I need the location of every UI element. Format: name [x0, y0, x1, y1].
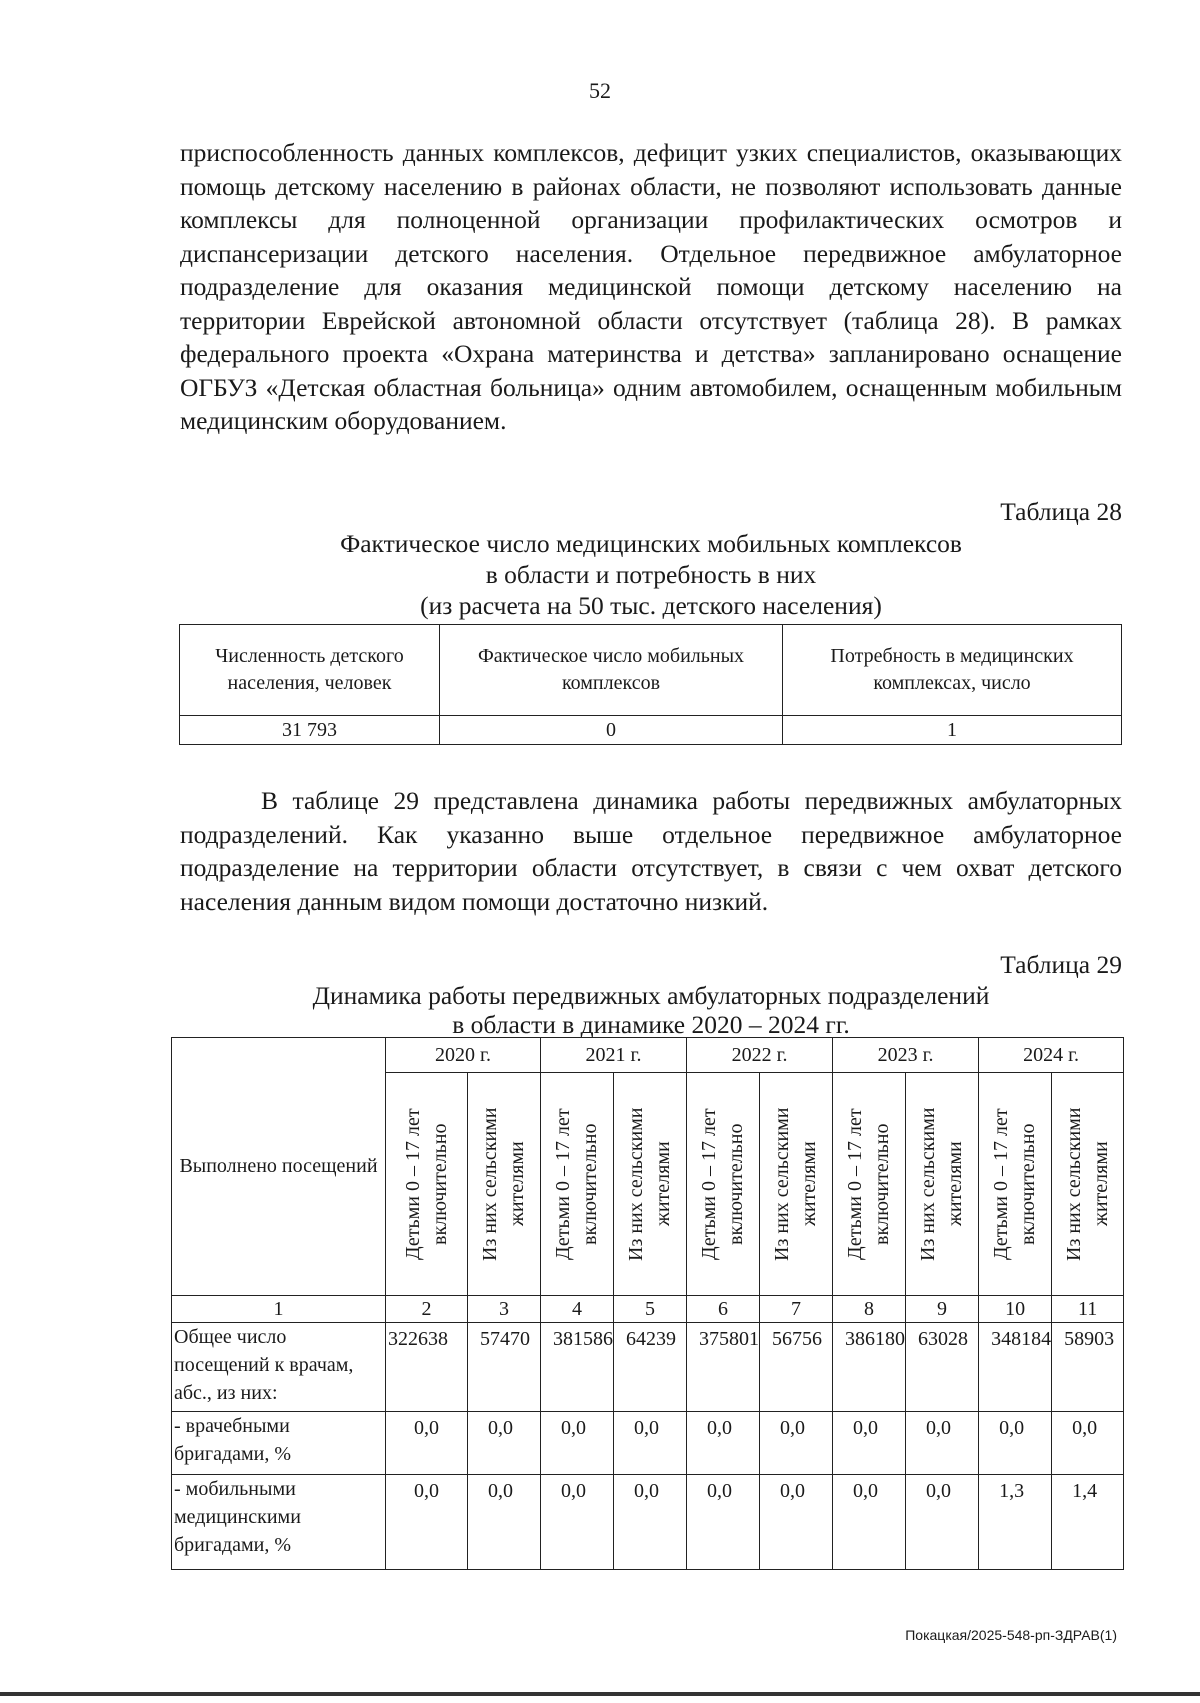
table-29-index-row: [172, 1296, 1124, 1323]
table-29-row-doctor-teams: [172, 1412, 1124, 1475]
table-28-header-actual: Фактическое число мобильных комплексов: [440, 625, 783, 716]
table-29-cell: 0,0: [906, 1412, 979, 1475]
table-29-cell: 1,4: [1052, 1475, 1124, 1570]
vertical-label: Детьми 0 – 17 лет включительно: [698, 1108, 748, 1260]
table-28-value-row: [180, 716, 1122, 745]
table-29-cell: 381586: [541, 1323, 614, 1412]
table-29-cell: 0,0: [833, 1412, 906, 1475]
table-28-value-population: 31 793: [180, 716, 440, 745]
table-29-sub-children-2022: [687, 1073, 760, 1296]
table-29-year-2022: 2022 г.: [687, 1038, 833, 1073]
table-29-cell: 0,0: [687, 1412, 760, 1475]
table-29-cell: 63028: [906, 1323, 979, 1412]
table-29-cell: 56756: [760, 1323, 833, 1412]
table-29-col-index: 11: [1052, 1296, 1124, 1323]
table-28-title-line-1: Фактическое число медицинских мобильных комплексов: [340, 529, 962, 558]
table-29-cell: 57470: [468, 1323, 541, 1412]
table-29-cell: 0,0: [833, 1475, 906, 1570]
table-29-cell: 0,0: [979, 1412, 1052, 1475]
table-29-cell: 0,0: [760, 1475, 833, 1570]
table-29-row-label: - врачебными бригадами, %: [172, 1412, 386, 1475]
page-number: 52: [589, 78, 611, 103]
table-29-cell: 64239: [614, 1323, 687, 1412]
table-29-cell: 0,0: [541, 1412, 614, 1475]
table-29-col-index: 2: [386, 1296, 468, 1323]
table-29-sub-children-2024: [979, 1073, 1052, 1296]
table-29-col-index: 6: [687, 1296, 760, 1323]
table-28-title-line-3: (из расчета на 50 тыс. детского населения): [420, 591, 882, 620]
body-paragraph-2: В таблице 29 представлена динамика работы передвижных амбулаторных подразделений. Как указанно выше отдельное передвижное амбулаторное подразделение на территории области отсутствует, в связи с чем охват детского населения данным видом помощи достаточно низкий.: [180, 786, 1122, 916]
table-29-col-index: 1: [172, 1296, 386, 1323]
table-29-sub-rural-2022: [760, 1073, 833, 1296]
table-29-sub-rural-2023: [906, 1073, 979, 1296]
table-29-cell: 0,0: [1052, 1412, 1124, 1475]
table-29-col-index: 9: [906, 1296, 979, 1323]
table-29-col-index: 8: [833, 1296, 906, 1323]
scan-bottom-edge: [0, 1692, 1200, 1696]
vertical-label: Из них сельскими жителями: [917, 1107, 967, 1261]
table-29-year-row: [172, 1038, 1124, 1073]
table-29-cell: 348184: [979, 1323, 1052, 1412]
table-29-year-2023: 2023 г.: [833, 1038, 979, 1073]
table-28-value-need: 1: [783, 716, 1122, 745]
table-29-col-index: 4: [541, 1296, 614, 1323]
table-29-cell: 0,0: [614, 1412, 687, 1475]
table-29-cell: 0,0: [386, 1475, 468, 1570]
table-29-title-line-2: в области в динамике 2020 – 2024 гг.: [452, 1010, 850, 1039]
table-29-cell: 375801: [687, 1323, 760, 1412]
table-29-cell: 386180: [833, 1323, 906, 1412]
table-29-cell: 0,0: [468, 1475, 541, 1570]
table-29-sub-children-2023: [833, 1073, 906, 1296]
vertical-label: Из них сельскими жителями: [1062, 1107, 1112, 1261]
table-29-sub-children-2020: [386, 1073, 468, 1296]
table-29-cell: 0,0: [541, 1475, 614, 1570]
vertical-label: Детьми 0 – 17 лет включительно: [844, 1108, 894, 1260]
table-29-row-total: [172, 1323, 1124, 1412]
table-29-year-2020: 2020 г.: [386, 1038, 541, 1073]
vertical-label: Детьми 0 – 17 лет включительно: [401, 1108, 451, 1260]
table-29-year-2024: 2024 г.: [979, 1038, 1124, 1073]
table-29-label: Таблица 29: [1000, 950, 1122, 979]
table-29-row-header: Выполнено посещений: [172, 1038, 386, 1296]
table-29-cell: 0,0: [386, 1412, 468, 1475]
table-29-cell: 0,0: [614, 1475, 687, 1570]
table-29-col-index: 7: [760, 1296, 833, 1323]
table-28: [179, 624, 1122, 745]
table-29-year-2021: 2021 г.: [541, 1038, 687, 1073]
table-28-title-line-2: в области и потребность в них: [485, 560, 817, 589]
table-29-sub-rural-2020: [468, 1073, 541, 1296]
table-28-header-need: Потребность в медицинских комплексах, число: [783, 625, 1122, 716]
table-29-sub-rural-2021: [614, 1073, 687, 1296]
table-29: [171, 1037, 1124, 1570]
vertical-label: Детьми 0 – 17 лет включительно: [990, 1108, 1040, 1260]
vertical-label: Из них сельскими жителями: [625, 1107, 675, 1261]
table-29-col-index: 5: [614, 1296, 687, 1323]
table-29-cell: 0,0: [468, 1412, 541, 1475]
table-29-row-label: Общее число посещений к врачам, абс., из них:: [172, 1323, 386, 1412]
vertical-label: Детьми 0 – 17 лет включительно: [552, 1108, 602, 1260]
table-29-cell: 0,0: [687, 1475, 760, 1570]
table-29-sub-children-2021: [541, 1073, 614, 1296]
vertical-label: Из них сельскими жителями: [771, 1107, 821, 1261]
table-29-row-mobile-teams: [172, 1475, 1124, 1570]
table-29-row-label: - мобильными медицинскими бригадами, %: [172, 1475, 386, 1570]
table-29-cell: 58903: [1052, 1323, 1124, 1412]
table-28-header-population: Численность детского населения, человек: [180, 625, 440, 716]
table-29-cell: 1,3: [979, 1475, 1052, 1570]
table-29-sub-rural-2024: [1052, 1073, 1124, 1296]
document-footer-id: Покацкая/2025-548-рп-ЗДРАВ(1): [905, 1627, 1117, 1643]
table-29-cell: 0,0: [906, 1475, 979, 1570]
table-29-col-index: 3: [468, 1296, 541, 1323]
table-28-header-row: [180, 625, 1122, 716]
table-29-title-line-1: Динамика работы передвижных амбулаторных подразделений: [312, 981, 990, 1010]
body-paragraph-1: приспособленность данных комплексов, дефицит узких специалистов, оказывающих помощь детскому населению в районах области, не позволяют использовать данные комплексы для полноценной организации профилактических осмотров и диспансеризации детского населения. Отдельное передвижное амбулаторное подразделение для оказания медицинской помощи детскому населению на территории Еврейской автономной области отсутствует (таблица 28). В рамках федерального проекта «Охрана материнства и детства» запланировано оснащение ОГБУЗ «Детская областная больница» одним автомобилем, оснащенным мобильным медицинским оборудованием.: [180, 138, 1122, 435]
table-29-cell: 0,0: [760, 1412, 833, 1475]
table-28-label: Таблица 28: [1000, 497, 1122, 526]
table-29-col-index: 10: [979, 1296, 1052, 1323]
table-29-cell: 322638: [386, 1323, 468, 1412]
table-28-value-actual: 0: [440, 716, 783, 745]
vertical-label: Из них сельскими жителями: [479, 1107, 528, 1261]
